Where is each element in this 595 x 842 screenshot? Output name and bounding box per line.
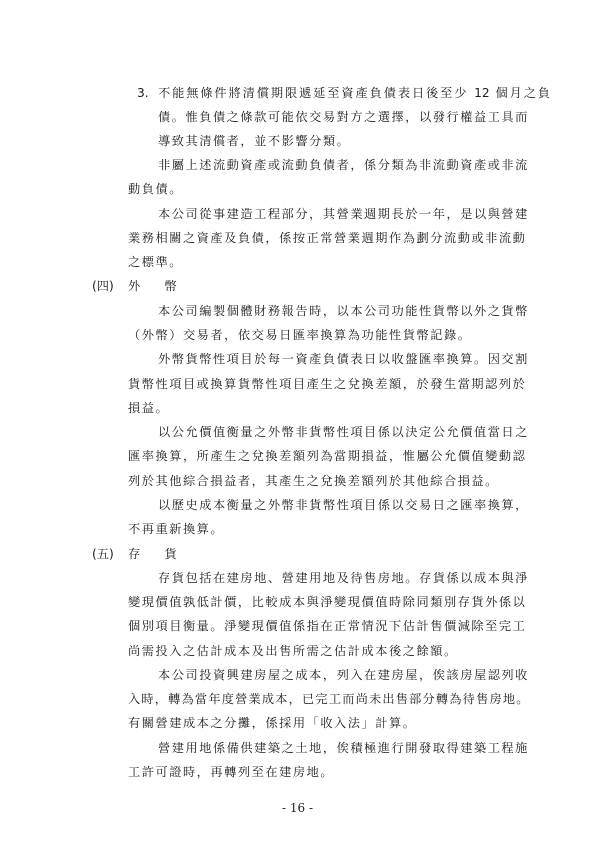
s4-p3-line-1: 以公允價值衡量之外幣非貨幣性項目係以決定公允價值當日之 (158, 425, 529, 439)
para-cycle-line-2: 業務相關之資產及負債，係按正常營業週期作為劃分流動或非流動 (128, 231, 527, 245)
s4-p2-line-1: 外幣貨幣性項目於每一資產負債表日以收盤匯率換算。因交割 (158, 352, 529, 366)
s5-p2-line-2: 入時，轉為當年度營業成本，已完工而尚未出售部分轉為待售房地。 (128, 692, 530, 706)
item3-line-1: 不能無條件將清償期限遞延至資產負債表日後至少 12 個月之負 (158, 86, 550, 100)
s4-p1-line-1: 本公司編製個體財務報告時，以本公司功能性貨幣以外之貨幣 (158, 304, 529, 318)
s5-p1-line-2: 變現價值孰低計價，比較成本與淨變現價值時除同類別存貨外係以 (128, 595, 527, 609)
para-noncurrent-line-2: 動負債。 (128, 182, 183, 196)
s4-p4-line-2: 不再重新換算。 (128, 522, 225, 536)
s5-p3-line-1: 營建用地係備供建築之土地，俟積極進行開發取得建築工程施 (158, 741, 529, 755)
section-number: (五) (92, 547, 114, 561)
para-cycle-line-3: 之標準。 (128, 255, 183, 269)
para-cycle-line-1: 本公司從事建造工程部分，其營業週期長於一年，是以與營建 (158, 207, 529, 221)
s4-p3-line-3: 列於其他綜合損益者，其產生之兌換差額列於其他綜合損益。 (128, 474, 499, 488)
section-title: 外 幣 (128, 279, 177, 293)
s5-p2-line-1: 本公司投資興建房屋之成本，列入在建房屋，俟該房屋認列收 (158, 668, 529, 682)
s4-p2-line-2: 貨幣性項目或換算貨幣性項目產生之兌換差額，於發生當期認列於 (128, 377, 527, 391)
para-noncurrent-line-1: 非屬上述流動資產或流動負債者，係分類為非流動資產或非流 (158, 158, 529, 172)
item-number: 3. (137, 86, 149, 100)
s4-p3-line-2: 匯率換算，所產生之兌換差額列為當期損益，惟屬公允價值變動認 (128, 449, 527, 463)
s4-p4-line-1: 以歷史成本衡量之外幣非貨幣性項目係以交易日之匯率換算， (158, 498, 529, 512)
s4-p2-line-3: 損益。 (128, 401, 170, 415)
s5-p1-line-4: 尚需投入之估計成本及出售所需之估計成本後之餘額。 (128, 644, 458, 658)
s5-p1-line-1: 存貨包括在建房地、營建用地及待售房地。存貨係以成本與淨 (158, 571, 529, 585)
s5-p2-line-3: 有關營建成本之分攤，係採用「收入法」計算。 (128, 716, 417, 730)
page-number: - 16 - (281, 801, 313, 815)
s5-p1-line-3: 個別項目衡量。淨變現價值係指在正常情況下估計售價減除至完工 (128, 619, 527, 633)
item3-line-3: 導致其清償者，並不影響分類。 (158, 134, 351, 148)
s5-p3-line-2: 工許可證時，再轉列至在建房地。 (128, 765, 335, 779)
section-number: (四) (92, 279, 114, 293)
s4-p1-line-2: （外幣）交易者，依交易日匯率換算為功能性貨幣記錄。 (128, 328, 472, 342)
section-title: 存 貨 (128, 547, 177, 561)
item3-line-2: 債。惟負債之條款可能依交易對方之選擇，以發行權益工具而 (158, 110, 529, 124)
